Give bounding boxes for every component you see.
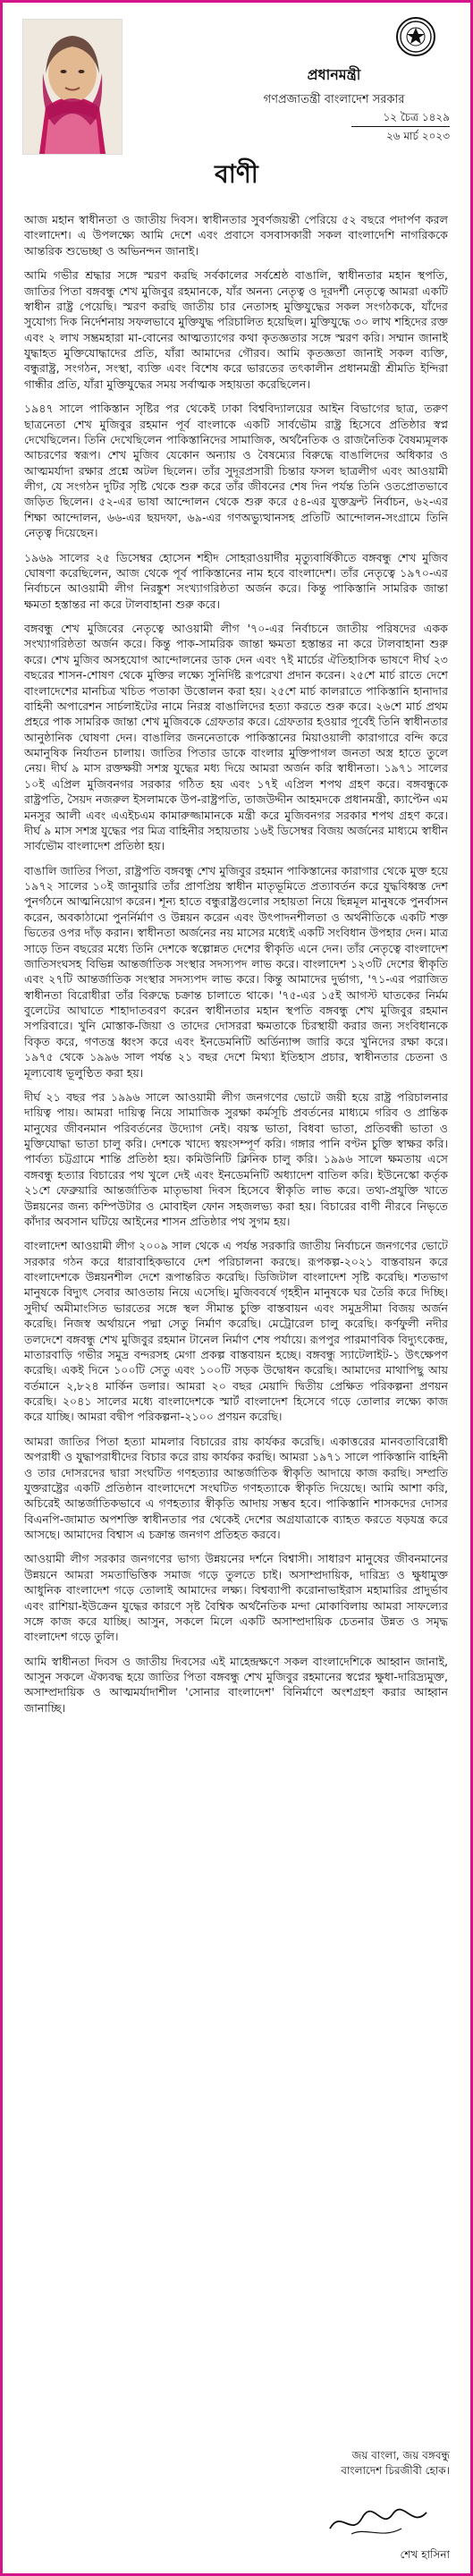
date-divider: [351, 126, 450, 127]
message-paragraph: ১৯৬৯ সালের ২৫ ডিসেম্বর হোসেন শহীদ সোহরাওয়ার্দীর মৃত্যুবার্ষিকীতে বঙ্গবন্ধু শেখ মুজিব ঘোষণা করেছিলেন, আজ থেকে পূর্ব পাকিস্তানের নাম হবে বাংলাদেশ। তাঁর নেতৃত্বে ১৯৭০-এর নির্বাচনে আওয়ামী লীগ নিরঙ্কুশ সংখ্যাগরিষ্ঠতা অর্জন করে। কিন্তু পাকিস্তানি সামরিক জান্তা ক্ষমতা হস্তান্তর না করে টালবাহানা শুরু করে।: [24, 550, 448, 611]
message-heading: বাণী: [215, 159, 258, 189]
message-paragraph: আমি গভীর শ্রদ্ধার সঙ্গে স্মরণ করছি সর্বকালের সর্বশ্রেষ্ঠ বাঙালি, স্বাধীনতার মহান স্থপতি, জাতির পিতা বঙ্গবন্ধু শেখ মুজিবুর রহমানকে, যাঁর অনন্য নেতৃত্ব ও দূরদর্শী নেতৃত্বে আমরা একটি স্বাধীন রাষ্ট্র পেয়েছি। স্মরণ করছি জাতীয় চার নেতাসহ মুক্তিযুদ্ধের সকল সংগঠককে, যাঁদের সুযোগ্য দিক নির্দেশনায় সফলভাবে মুক্তিযুদ্ধ পরিচালিত হয়েছিল। মুক্তিযুদ্ধে ৩০ লাখ শহিদের রক্ত এবং ২ লাখ সম্ভ্রমহারা মা-বোনের আত্মত্যাগের কথা কৃতজ্ঞতার সঙ্গে স্মরণ করি। সম্মান জানাই যুদ্ধাহত মুক্তিযোদ্ধাদের প্রতি, যাঁরা আমাদের গৌরব। আমি কৃতজ্ঞতা জানাই সকল ব্যক্তি, বন্ধুরাষ্ট্র, সংগঠন, সংস্থা, ব্যক্তি এবং বিশেষ করে ভারতের তৎকালীন প্রধানমন্ত্রী শ্রীমতি ইন্দিরা গান্ধীর প্রতি, যাঁরা মুক্তিযুদ্ধের সময় সর্বাত্মক সহায়তা করেছিলেন।: [24, 268, 448, 391]
message-paragraph: আমরা জাতির পিতা হত্যা মামলার বিচারের রায় কার্যকর করেছি। একাত্তরের মানবতাবিরোধী অপরাধী ও যুদ্ধাপরাধীদের বিচার করে রায় কার্যকর করছি। আমরা ১৯৭১ সালে পাকিস্তানি বাহিনী ও তার দোসরদের দ্বারা সংঘটিত গণহত্যার আন্তর্জাতিক স্বীকৃতি আদায়ে কাজ করছি। সম্প্রতি যুক্তরাষ্ট্রের একটি প্রতিষ্ঠান বাংলাদেশে সংঘটিত গণহত্যাকে স্বীকৃতি দিয়েছে। আমি আশা করি, অচিরেই আন্তর্জাতিকভাবে এ গণহত্যার স্বীকৃতি আদায় সম্ভব হবে। পাকিস্তানি শাসকদের দোসর বিএনপি-জামাত অপশক্তি স্বাধীনতার পর থেকেই দেশের অগ্রযাত্রাকে ব্যাহত করতে ষড়যন্ত্র করে আসছে। আমাদের বিশ্বাস এ চক্রান্ত জনগণ প্রতিহত করবে।: [24, 1434, 448, 1541]
signature-icon: [325, 2502, 432, 2542]
signatory-name: শেখ হাসিনা: [400, 2548, 450, 2561]
portrait-photo: [22, 19, 122, 155]
message-paragraph: দীর্ঘ ২১ বছর পর ১৯৯৬ সালে আওয়ামী লীগ জনগণের ভোটে জয়ী হয়ে রাষ্ট্র পরিচালনার দায়িত্ব পায়। আমরা দায়িত্ব নিয়ে সামাজিক সুরক্ষা কর্মসূচি প্রবর্তনের মাধ্যমে গরিব ও প্রান্তিক মানুষের জীবনমান পরিবর্তনের উদ্যোগ নেই। বয়স্ক ভাতা, বিধবা ভাতা, প্রতিবন্ধী ভাতা ও মুক্তিযোদ্ধা ভাতা চালু করি। দেশকে খাদ্যে স্বয়ংসম্পূর্ণ করি। গঙ্গার পানি বণ্টন চুক্তি স্বাক্ষর করি। পার্বত্য চট্টগ্রামে শান্তি প্রতিষ্ঠা হয়। কমিউনিটি ক্লিনিক চালু করি। ১৯৯৬ সালে ক্ষমতায় এসে বঙ্গবন্ধু হত্যার বিচারের পথ খুলে দেই এবং ইনডেমনিটি অধ্যাদেশ বাতিল করি। ইউনেস্কো কর্তৃক ২১শে ফেব্রুয়ারি আন্তর্জাতিক মাতৃভাষা দিবস হিসেবে স্বীকৃতি লাভ করে। তথ্য-প্রযুক্তি খাতে উন্নয়নের জন্য কম্পিউটার ও মোবাইল ফোন সহজলভ্য করা হয়। বিচারের বাণী নীরবে নিভৃতে কাঁদার অবসান ঘটিয়ে আইনের শাসন প্রতিষ্ঠার পথ সুগম হয়।: [24, 1089, 448, 1228]
government-seal-icon: [396, 17, 435, 56]
date-block: [351, 110, 450, 143]
portrait-icon: [23, 20, 122, 154]
message-paragraph: বঙ্গবন্ধু শেখ মুজিবের নেতৃত্বে আওয়ামী লীগ '৭০-এর নির্বাচনে জাতীয় পরিষদের একক সংখ্যাগরিষ্ঠতা অর্জন করে। কিন্তু পাক-সামরিক জান্তা ক্ষমতা হস্তান্তর না করে টালবাহানা শুরু করে। শেখ মুজিব অসহযোগ আন্দোলনের ডাক দেন এবং ৭ই মার্চের ঐতিহাসিক ভাষণে দীর্ঘ ২৩ বছরের শাসন-শোষণ থেকে মুক্তির লক্ষ্যে সুনির্দিষ্ট রূপরেখা প্রদান করেন। ২৫শে মার্চ রাতে দেশে বাংলাদেশের মানচিত্র খচিত পতাকা উত্তোলন করা হয়। ২৫শে মার্চ কালরাতে পাকিস্তানি হানাদার বাহিনী অপারেশন সার্চলাইটের নামে নিরস্ত্র বাঙালিদের হত্যা করতে শুরু করে। ২৬শে মার্চ প্রথম প্রহরে পাক সামরিক জান্তা শেখ মুজিবকে গ্রেফতার করে। গ্রেফতার হওয়ার পূর্বেই তিনি স্বাধীনতার আনুষ্ঠানিক ঘোষণা দেন। বাঙালির জননেতাকে পাকিস্তানের মিয়াওয়ালী কারাগারে বন্দি করে অমানুষিক নির্যাতন চালায়। জাতির পিতার ডাকে বাংলার মুক্তিপাগল জনতা অস্ত্র হাতে তুলে নেয়। দীর্ঘ ৯ মাস রক্তক্ষয়ী সশস্ত্র যুদ্ধের মধ্য দিয়ে আমরা অর্জন করি স্বাধীনতা। ১৯৭১ সালের ১০ই এপ্রিল মুজিবনগর সরকার গঠিত হয় এবং ১৭ই এপ্রিল শপথ গ্রহণ করে। বঙ্গবন্ধুকে রাষ্ট্রপতি, সৈয়দ নজরুল ইসলামকে উপ-রাষ্ট্রপতি, তাজউদ্দীন আহমদকে প্রধানমন্ত্রী, ক্যাপ্টেন এম মনসুর আলী এবং এএইচএম কামারুজ্জামানকে মন্ত্রী করে মুজিবনগর সরকার শপথ গ্রহণ করে। দীর্ঘ ৯ মাস সশস্ত্র যুদ্ধের পর মিত্র বাহিনীর সহায়তায় ১৬ই ডিসেম্বর বিজয় অর্জনের মাধ্যমে স্বাধীন সার্বভৌম বাংলাদেশ প্রতিষ্ঠা হয়।: [24, 622, 448, 853]
office-title-block: [215, 64, 452, 110]
message-paragraph: ১৯৪৭ সালে পাকিস্তান সৃষ্টির পর থেকেই ঢাকা বিশ্ববিদ্যালয়ের আইন বিভাগের ছাত্র, তরুণ ছাত্রনেতা শেখ মুজিবুর রহমান পূর্ব বাংলাকে একটি সার্বভৌম রাষ্ট্র হিসেবে প্রতিষ্ঠার স্বপ্ন দেখেছিলেন। তিনি দেখেছিলেন পাকিস্তানিদের সামাজিক, অর্থনৈতিক ও রাজনৈতিক বৈষম্যমূলক আচরণের স্বরূপ। শেখ মুজিব যেকোন অন্যায় ও বৈষম্যের বিরুদ্ধে বাঙালিদের অধিকার ও আত্মমর্যাদা রক্ষার প্রশ্নে অটল ছিলেন। তাঁর সুদূরপ্রসারী চিন্তার ফসল ছাত্রলীগ এবং আওয়ামী লীগ, যে সংগঠন দুটির সৃষ্টি থেকে শুরু করে তাঁর জীবনের শেষ দিন পর্যন্ত তিনি ওতপ্রোতভাবে জড়িত ছিলেন। ৫২-এর ভাষা আন্দোলন থেকে শুরু করে ৫৪-এর যুক্তফ্রন্ট নির্বাচন, ৬২-এর শিক্ষা আন্দোলন, ৬৬-এর ছয়দফা, ৬৯-এর গণঅভ্যুত্থানসহ প্রতিটি আন্দোলন-সংগ্রামে তিনি নেতৃত্ব দিয়েছেন।: [24, 402, 448, 540]
closing-block: [244, 2448, 450, 2479]
office-title: প্রধানমন্ত্রী: [307, 66, 361, 83]
message-paragraph: আওয়ামী লীগ সরকার জনগণের ভাগ্য উন্নয়নের দর্শনে বিশ্বাসী। সাধারণ মানুষের জীবনমানের উন্নয়নে আমরা সমতাভিত্তিক সমাজ গড়ে তুলতে চাই। অসাম্প্রদায়িক, দারিদ্র্য ও ক্ষুধামুক্ত আধুনিক বাংলাদেশ গড়ে তোলাই আমাদের লক্ষ্য। বিশ্বব্যাপী করোনাভাইরাস মহামারির প্রাদুর্ভাব এবং রাশিয়া-ইউক্রেন যুদ্ধের কারণে সৃষ্ট বৈশ্বিক অর্থনৈতিক মন্দা মোকাবিলায় আমরা সাফল্যের সঙ্গে কাজ করে যাচ্ছি। আসুন, সকলে মিলে একটি অসাম্প্রদায়িক চেতনার উন্নত ও সমৃদ্ধ বাংলাদেশ গড়ে তুলি।: [24, 1552, 448, 1644]
closing-slogan: জয় বাংলা, জয় বঙ্গবন্ধু: [351, 2449, 450, 2462]
government-name: গণপ্রজাতন্ত্রী বাংলাদেশ সরকার: [263, 93, 405, 106]
date-bangla: ১২ চৈত্র ১৪২৯: [383, 111, 450, 123]
message-paragraph: আজ মহান স্বাধীনতা ও জাতীয় দিবস। স্বাধীনতার সুবর্ণজয়ন্তী পেরিয়ে ৫২ বছরে পদার্পণ করল বাংলাদেশ। এ উপলক্ষ্যে আমি দেশে এবং প্রবাসে বসবাসকারী সকল বাংলাদেশি নাগরিককে আন্তরিক শুভেচ্ছা ও অভিনন্দন জানাই।: [24, 213, 448, 258]
message-paragraph: বাংলাদেশ আওয়ামী লীগ ২০০৯ সাল থেকে এ পর্যন্ত সরকারি জাতীয় নির্বাচনে জনগণের ভোটে সরকার গঠন করে ধারাবাহিকভাবে দেশ পরিচালনা করছে। রূপকল্প-২০২১ বাস্তবায়ন করে বাংলাদেশকে উন্নয়নশীল দেশে রূপান্তরিত করেছি। ডিজিটাল বাংলাদেশ সৃষ্টি করেছি। শতভাগ মানুষকে বিদ্যুৎ সেবার আওতায় নিয়ে এসেছি। মুজিববর্ষে গৃহহীন মানুষকে ঘর তৈরি করে দিচ্ছি। সুদীর্ঘ অমীমাংসিত ভারতের সঙ্গে স্থল সীমান্ত চুক্তি বাস্তবায়ন এবং সমুদ্রসীমা বিজয় অর্জন করেছি। নিজস্ব অর্থায়নে পদ্মা সেতু নির্মাণ করেছি। মেট্রোরেল চালু করেছি। কর্ণফুলী নদীর তলদেশে বঙ্গবন্ধু শেখ মুজিবুর রহমান টানেল নির্মাণ শেষ পর্যায়ে। রূপপুর পারমাণবিক বিদ্যুৎকেন্দ্র, মাতারবাড়ি গভীর সমুদ্র বন্দরসহ মেগা প্রকল্প বাস্তবায়ন হচ্ছে। বঙ্গবন্ধু স্যাটেলাইট-১ উৎক্ষেপণ করেছি। একই দিনে ১০০টি সেতু এবং ১০০টি সড়ক উদ্বোধন করেছি। আমাদের মাথাপিছু আয় বর্তমানে ২,৮২৪ মার্কিন ডলার। আমরা ২০ বছর মেয়াদি দ্বিতীয় প্রেক্ষিত পরিকল্পনা প্রণয়ন করেছি। ২০৪১ সালের মধ্যে বাংলাদেশকে স্মার্ট বাংলাদেশ হিসেবে গড়ে তোলার লক্ষ্যে কাজ করে যাচ্ছি। আমরা বদ্বীপ পরিকল্পনা-২১০০ প্রণয়ন করেছি।: [24, 1239, 448, 1424]
message-paragraph: আমি স্বাধীনতা দিবস ও জাতীয় দিবসের এই মাহেন্দ্রক্ষণে সকল বাংলাদেশিকে আহ্বান জানাই, আসুন সকলে ঐক্যবদ্ধ হয়ে জাতির পিতা বঙ্গবন্ধু শেখ মুজিবুর রহমানের স্বপ্নের ক্ষুধা-দারিদ্র্যমুক্ত, অসাম্প্রদায়িক ও আত্মমর্যাদাশীল 'সোনার বাংলাদেশ' বিনির্মাণে অংশগ্রহণ করার আহ্বান জানাচ্ছি।: [24, 1654, 448, 1715]
closing-wish: বাংলাদেশ চিরজীবী হোক।: [341, 2464, 450, 2478]
message-body: [24, 212, 448, 2470]
date-english: ২৬ মার্চ ২০২৩: [385, 130, 450, 143]
message-paragraph: বাঙালি জাতির পিতা, রাষ্ট্রপতি বঙ্গবন্ধু শেখ মুজিবুর রহমান পাকিস্তানের কারাগার থেকে মুক্ত হয়ে ১৯৭২ সালের ১০ই জানুয়ারি তাঁর প্রাণপ্রিয় স্বাধীন মাতৃভূমিতে প্রত্যাবর্তন করে যুদ্ধবিধ্বস্ত দেশ পুনর্গঠনে আত্মনিয়োগ করেন। শূন্য হাতে বন্ধুরাষ্ট্রগুলোর সহায়তা নিয়ে ছিন্নমূল মানুষকে পুনর্বাসন করেন, অবকাঠামো পুনর্নির্মাণ ও উন্নয়ন করেন এবং উৎপাদনশীলতা ও অর্থনীতিকে একটি শক্ত ভিতের ওপর দাঁড় করান। স্বাধীনতা অর্জনের নয় মাসের মধ্যেই একটি সংবিধান উপহার দেন। মাত্র সাড়ে তিন বছরের মধ্যে তিনি দেশকে স্বল্পোন্নত দেশের স্বীকৃতি এনে দেন। তাঁর নেতৃত্বে বাংলাদেশ জাতিসংঘসহ বিভিন্ন আন্তর্জাতিক সংস্থার সদস্যপদ লাভ করে। বাংলাদেশ ১২৩টি দেশের স্বীকৃতি এবং ২৭টি আন্তর্জাতিক সংস্থার সদস্যপদ লাভ করে। কিন্তু আমাদের দুর্ভাগ্য, '৭১-এর পরাজিত স্বাধীনতা বিরোধীরা তাঁর বিরুদ্ধে চক্রান্ত চালাতে থাকে। '৭৫-এর ১৫ই আগস্ট ঘাতকের নির্মম বুলেটের আঘাতে শাহাদাতবরণ করেন স্বাধীনতার মহান স্থপতি বঙ্গবন্ধু শেখ মুজিবুর রহমান সপরিবারে। খুনি মোস্তাক-জিয়া ও তাদের দোসররা ক্ষমতাকে চিরস্থায়ী করার জন্য সংবিধানকে বিকৃত করে, গণতন্ত্র ধ্বংস করে এবং ইনডেমনিটি অর্ডিন্যান্স জারি করে খুনিদের রক্ষা করে। ১৯৭৫ থেকে ১৯৯৬ সাল পর্যন্ত ২১ বছর দেশে মিথ্যা ইতিহাস প্রচার, স্বাধীনতার চেতনা ও মূল্যবোধ ভূলুণ্ঠিত করা হয়।: [24, 863, 448, 1080]
message-header: [3, 3, 470, 226]
